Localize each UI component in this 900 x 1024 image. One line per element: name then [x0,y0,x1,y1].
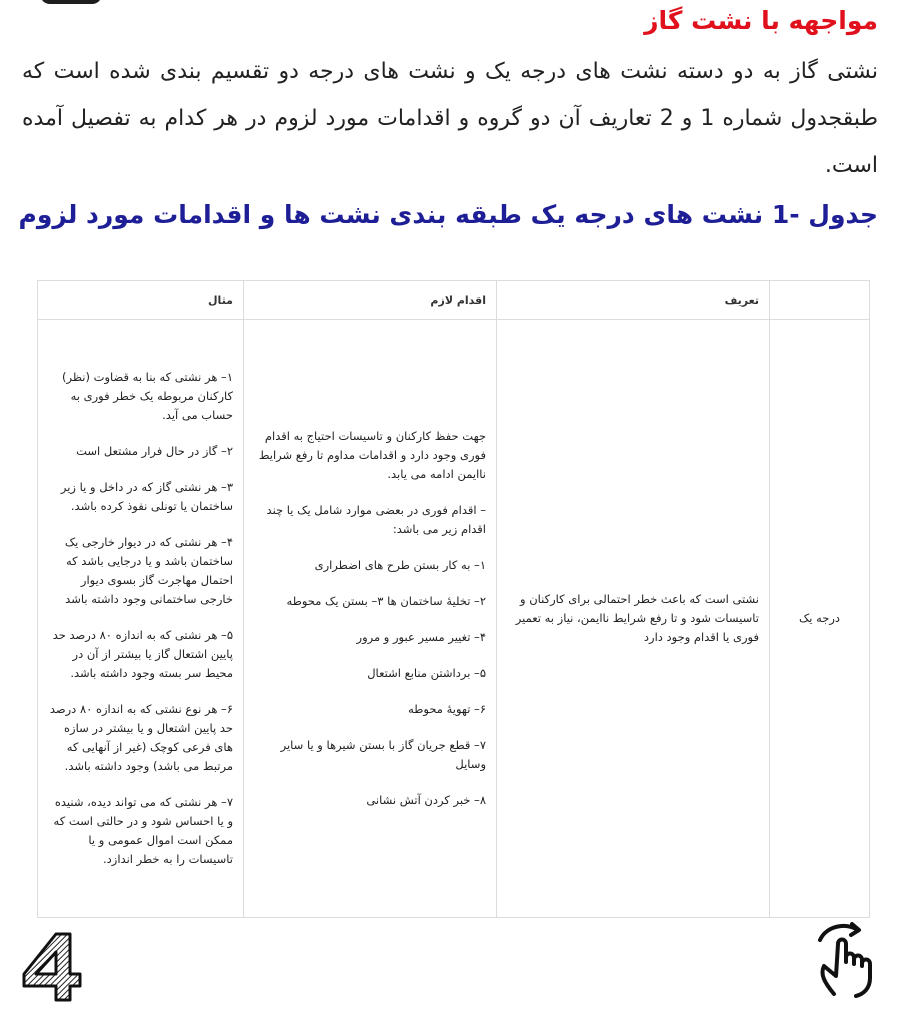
action-item: ۱– به کار بستن طرح های اضطراری [314,558,486,572]
table-caption: جدول -1 نشت های درجه یک طبقه بندی نشت ها و اقدامات مورد لزوم [18,200,878,229]
action-item: جهت حفظ کارکنان و تاسیسات احتیاج به اقدام فوری وجود دارد و اقدامات مداوم تا رفع شرایط ناایمن ادامه می یابد. [258,429,486,481]
example-item: ۵– هر نشتی که به اندازه ۸۰ درصد حد پایین اشتعال گاز یا بیشتر از آن در محیط سر بسته وجود داشته باشد. [52,628,233,680]
action-item: ۴– تغییر مسیر عبور و مرور [356,630,486,644]
examples-cell [38,320,244,918]
page-heading: مواجهه با نشت گاز [644,6,878,35]
header-definition: تعریف [497,281,770,320]
example-item: ۳– هر نشتی گاز که در داخل و یا زیر ساختمان یا تونلی نفوذ کرده باشد. [60,480,233,513]
actions-cell [244,320,497,918]
example-item: ۱– هر نشتی که بنا به قضاوت (نظر) کارکنان مربوطه یک خطر فوری به حساب می آید. [62,370,233,422]
top-tab-shape [40,0,102,4]
leak-classification-table [37,280,870,918]
header-grade [770,281,870,320]
header-action: اقدام لازم [244,281,497,320]
page-number-4-icon [20,930,84,1002]
example-item: ۲– گاز در حال فرار مشتعل است [76,444,233,458]
action-item: ۲– تخلیهٔ ساختمان ها ۳– بستن یک محوطه [286,594,486,608]
example-item: ۷– هر نشتی که می تواند دیده، شنیده و یا احساس شود و در حالتی است که ممکن است اموال عمومی و یا تاسیسات را به خطر اندازد. [53,795,233,866]
intro-paragraph: نشتی گاز به دو دسته نشت های درجه یک و نشت های درجه دو تقسیم بندی شده است که طبقجدول شماره 1 و 2 تعاریف آن دو گروه و اقدامات مورد لزوم در هر کدام به تفصیل آمده است. [22,59,878,178]
grade-cell: درجه یک [770,320,870,918]
action-item: – اقدام فوری در بعضی موارد شامل یک یا چند اقدام زیر می باشد: [266,503,486,536]
table-header-row [38,281,870,320]
action-item: ۵– برداشتن منابع اشتعال [367,666,486,680]
hand-pointing-icon [812,918,882,1000]
example-item: ۴– هر نشتی که در دیوار خارجی یک ساختمان باشد و یا درجایی باشد که احتمال مهاجرت گاز بسوی دیوار خارجی ساختمانی وجود داشته باشد [64,535,233,606]
action-item: ۷– قطع جریان گاز با بستن شیرها و یا سایر وسایل [280,738,486,771]
leak-table-wrapper [38,280,870,918]
definition-cell: نشتی است که باعث خطر احتمالی برای کارکنان و تاسیسات شود و تا رفع شرایط ناایمن، نیاز به تعمیر فوری یا اقدام وجود دارد [497,320,770,918]
table-row [38,320,870,918]
example-item: ۶– هر نوع نشتی که به اندازه ۸۰ درصد حد پایین اشتعال و یا بیشتر در سازه های فرعی کوچک (غیر از آنهایی که مرتبط می باشد) وجود داشته باشد. [49,702,233,773]
action-item: ۶– تهویهٔ محوطه [408,702,486,716]
action-item: ۸– خبر کردن آتش نشانی [366,793,486,807]
header-example: مثال [38,281,244,320]
